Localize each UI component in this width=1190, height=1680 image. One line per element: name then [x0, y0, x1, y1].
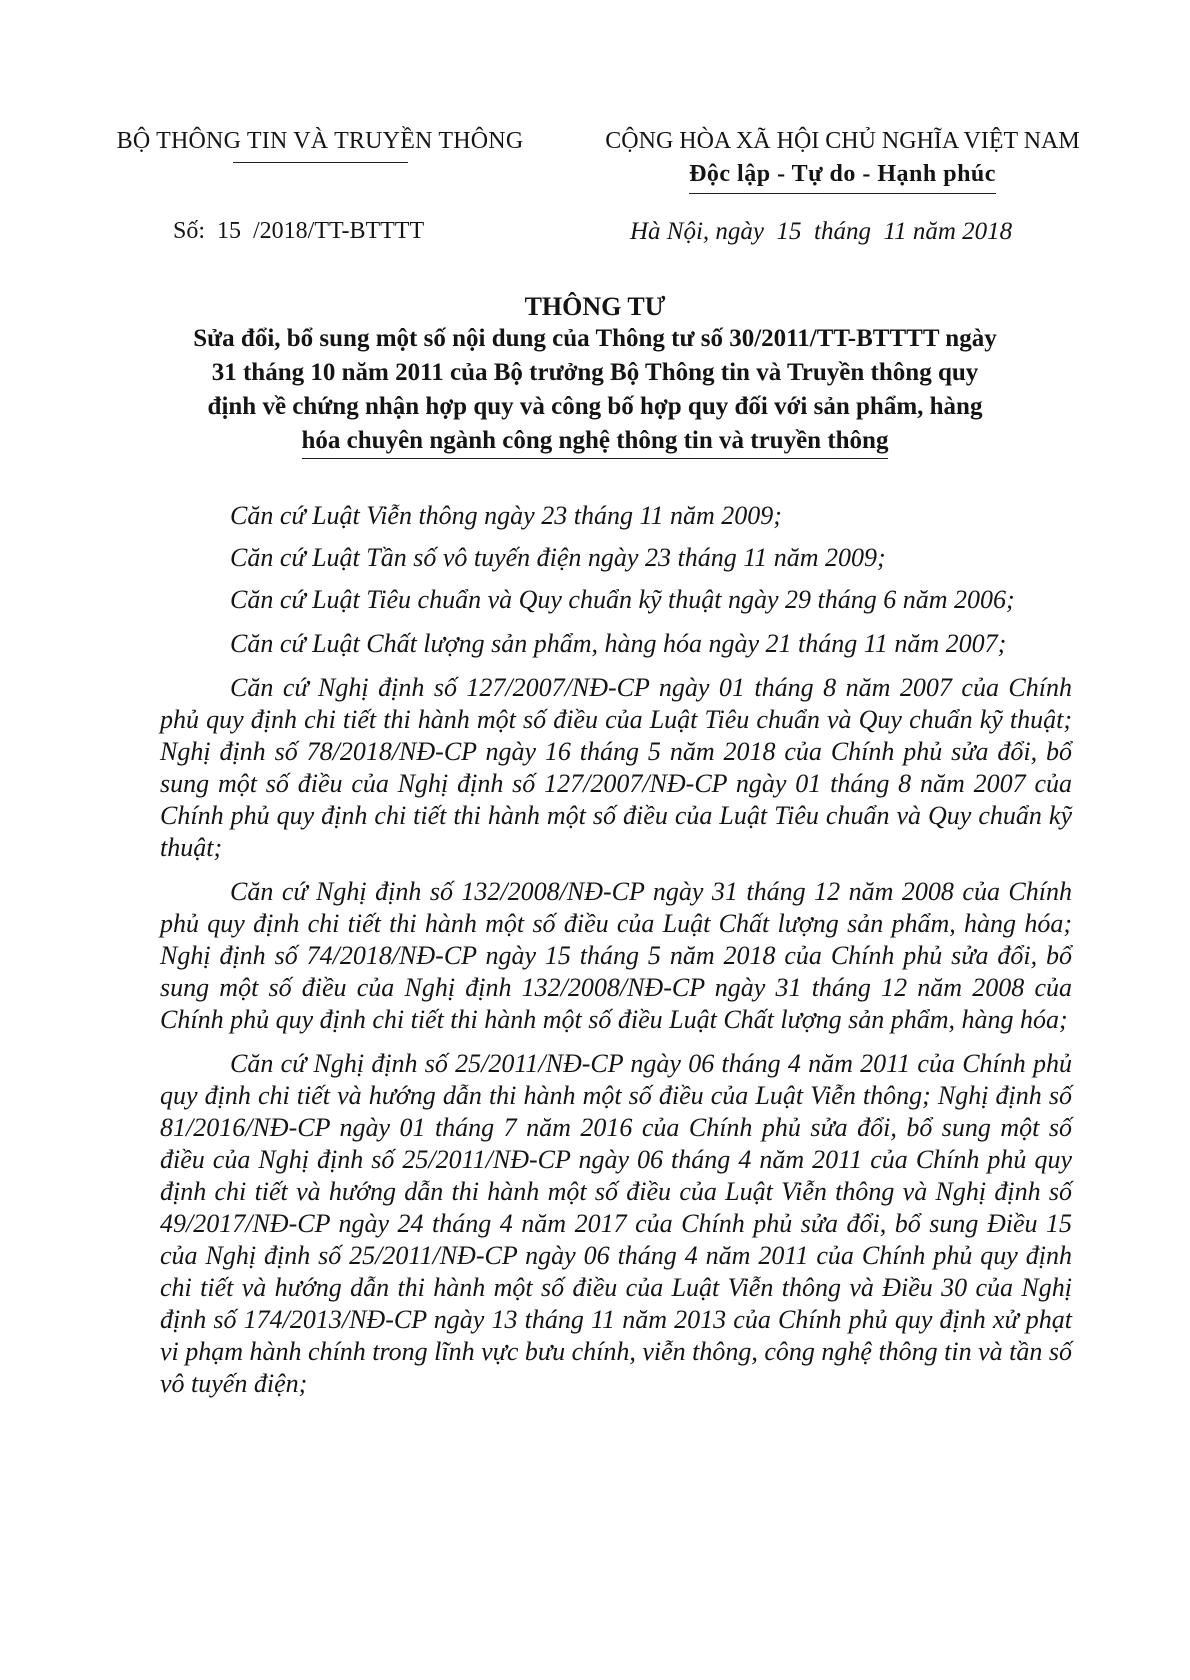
document-body: [160, 500, 1072, 1412]
subtitle-line: Sửa đổi, bổ sung một số nội dung của Thông tư số 30/2011/TT-BTTTT ngày: [193, 325, 997, 352]
legal-basis-paragraph: Căn cứ Luật Chất lượng sản phẩm, hàng hóa ngày 21 tháng 11 năm 2007;: [230, 629, 1007, 658]
document-type: THÔNG TƯ: [524, 292, 666, 321]
legal-basis-paragraph: Căn cứ Nghị định số 132/2008/NĐ-CP ngày 31 tháng 12 năm 2008 của Chính phủ quy định chi tiết thi hành một số điều của Luật Chất lượng sản phẩm, hàng hóa; Nghị định số 74/2018/NĐ-CP ngày 15 tháng 5 năm 2018 của Chính phủ sửa đổi, bổ sung một số điều của Nghị định 132/2008/NĐ-CP ngày 31 tháng 12 năm 2008 của Chính phủ quy định chi tiết thi hành một số điều Luật Chất lượng sản phẩm, hàng hóa;: [160, 877, 1072, 1034]
subtitle-line: hóa chuyên ngành công nghệ thông tin và truyền thông: [302, 427, 889, 459]
legal-basis-paragraph: Căn cứ Luật Tiêu chuẩn và Quy chuẩn kỹ thuật ngày 29 tháng 6 năm 2006;: [230, 585, 1015, 614]
legal-basis-paragraph: Căn cứ Luật Viễn thông ngày 23 tháng 11 năm 2009;: [230, 501, 782, 530]
document-subtitle: [150, 322, 1040, 458]
subtitle-line: 31 tháng 10 năm 2011 của Bộ trưởng Bộ Thông tin và Truyền thông quy: [211, 359, 979, 386]
country-name: CỘNG HÒA XÃ HỘI CHỦ NGHĨA VIỆT NAM: [605, 128, 1080, 154]
ministry-underline: [233, 162, 408, 163]
document-number: Số: 15 /2018/TT-BTTTT: [173, 218, 425, 244]
national-motto: Độc lập - Tự do - Hạnh phúc: [689, 161, 996, 194]
ministry-name: BỘ THÔNG TIN VÀ TRUYỀN THÔNG: [116, 128, 524, 154]
legal-basis-paragraph: Căn cứ Nghị định số 25/2011/NĐ-CP ngày 06 tháng 4 năm 2011 của Chính phủ quy định chi tiết và hướng dẫn thi hành một số điều của Luật Viễn thông; Nghị định số 81/2016/NĐ-CP ngày 01 tháng 7 năm 2016 của Chính phủ sửa đổi, bổ sung một số điều của Nghị định số 25/2011/NĐ-CP ngày 06 tháng 4 năm 2011 của Chính phủ quy định chi tiết và hướng dẫn thi hành một số điều của Luật Viễn thông và Nghị định số 49/2017/NĐ-CP ngày 24 tháng 4 năm 2017 của Chính phủ sửa đổi, bổ sung Điều 15 của Nghị định số 25/2011/NĐ-CP ngày 06 tháng 4 năm 2011 của Chính phủ quy định chi tiết và hướng dẫn thi hành một số điều của Luật Viễn thông và Điều 30 của Nghị định số 174/2013/NĐ-CP ngày 13 tháng 11 năm 2013 của Chính phủ quy định xử phạt vi phạm hành chính trong lĩnh vực bưu chính, viễn thông, công nghệ thông tin và tần số vô tuyến điện;: [160, 1049, 1072, 1398]
legal-basis-paragraph: Căn cứ Nghị định số 127/2007/NĐ-CP ngày 01 tháng 8 năm 2007 của Chính phủ quy định chi tiết thi hành một số điều của Luật Tiêu chuẩn và Quy chuẩn kỹ thuật; Nghị định số 78/2018/NĐ-CP ngày 16 tháng 5 năm 2018 của Chính phủ sửa đổi, bổ sung một số điều của Nghị định số 127/2007/NĐ-CP ngày 01 tháng 8 năm 2007 của Chính phủ quy định chi tiết thi hành một số điều của Luật Tiêu chuẩn và Quy chuẩn kỹ thuật;: [160, 673, 1072, 862]
subtitle-line: định về chứng nhận hợp quy và công bố hợp quy đối với sản phẩm, hàng: [207, 393, 983, 420]
ministry-header: [100, 128, 540, 163]
national-header: [575, 128, 1110, 194]
legal-basis-paragraph: Căn cứ Luật Tần số vô tuyến điện ngày 23 tháng 11 năm 2009;: [230, 543, 886, 572]
place-and-date: Hà Nội, ngày 15 tháng 11 năm 2018: [630, 218, 1013, 245]
